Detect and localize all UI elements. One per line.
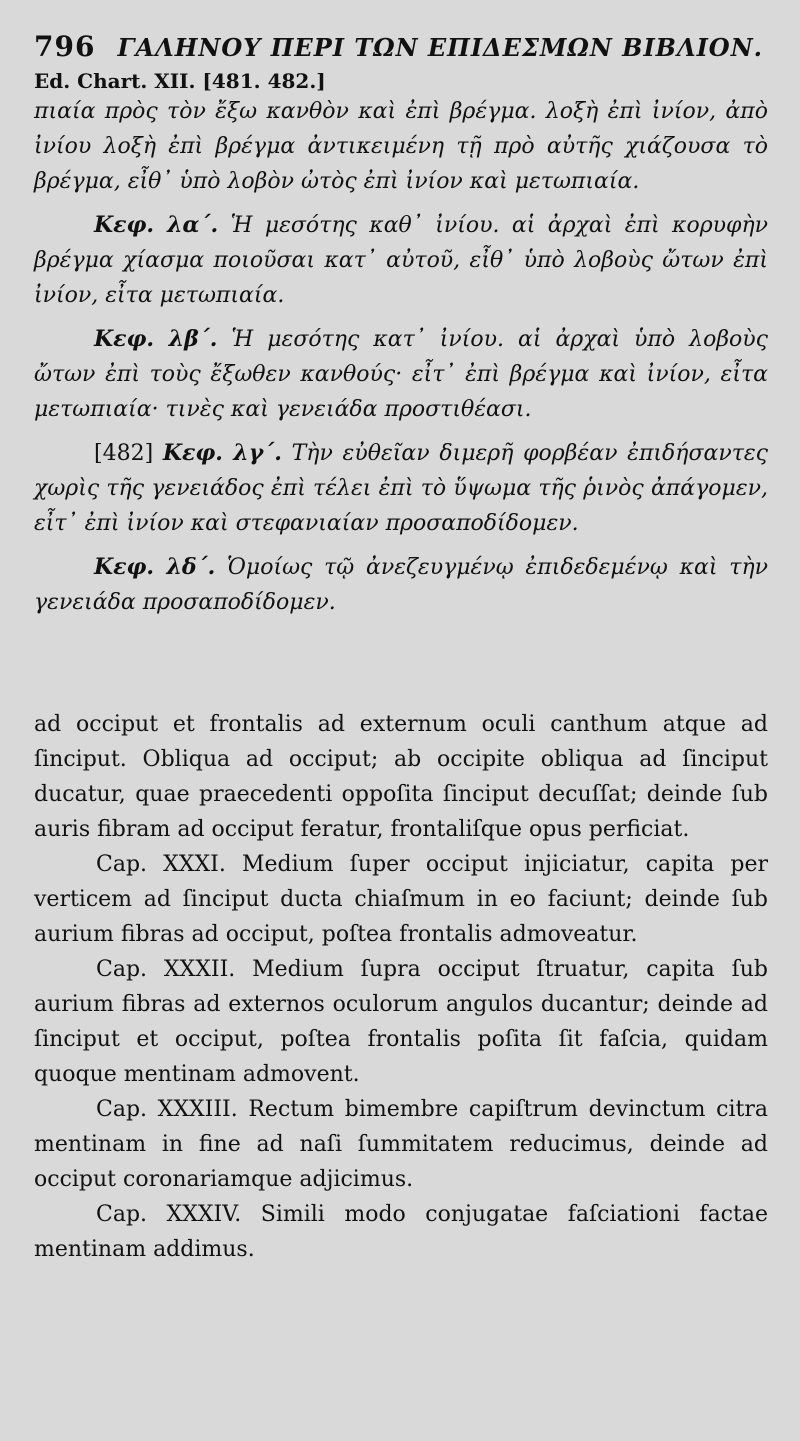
greek-chapter-text: Τὴν εὐθεῖαν διμερῆ φορβέαν ἐπιδήσαντες χωρὶς τῆς γενειάδος ἐπὶ τέλει ἐπὶ τὸ ὕψωμα τῆς ῥινὸς ἀπάγομεν, εἶτ᾽ ἐπὶ ἰνίον καὶ στεφανιαίαν προσαποδίδομεν. [34, 441, 768, 536]
edition-reference: Ed. Chart. XII. [481. 482.] [34, 69, 326, 93]
latin-paragraph-chapter-32 [34, 952, 768, 1092]
latin-paragraph-chapter-33 [34, 1092, 768, 1197]
greek-chapter-text: Ἡ μεσότης καθ᾽ ἰνίου. αἱ ἀρχαὶ ἐπὶ κορυφὴν βρέγμα χίασμα ποιοῦσαι κατ᾽ αὐτοῦ, εἶθ᾽ ὑπὸ λοβοὺς ὤτων ἐπὶ ἰνίον, εἶτα μετωπιαία. [34, 213, 768, 308]
latin-chapter-label: Cap. XXXI. [96, 852, 226, 877]
greek-paragraph-chapter-34 [34, 550, 768, 620]
latin-paragraph-continuation: ad occiput et frontalis ad externum oculi canthum atque ad ſinciput. Obliqua ad occiput; ab occipite obliqua ad ſinciput ducatur, quae praecedenti oppoſita ſinciput decuſſat; deinde ſub auris fibram ad occiput feratur, frontaliſque opus perficiat. [34, 712, 768, 842]
page-header [34, 30, 768, 66]
page-number: 796 [34, 30, 96, 63]
latin-chapter-text: Medium ſupra occiput ſtruatur, capita ſub aurium fibras ad externos oculorum angulos ducantur; deinde ad ſinciput et occiput, poſtea frontalis poſita ſit faſcia, quidam quoque mentinam admovent. [34, 957, 768, 1087]
greek-paragraph-chapter-31 [34, 208, 768, 313]
page-marker: [482] [94, 441, 154, 466]
latin-chapter-label: Cap. XXXIII. [96, 1097, 238, 1122]
latin-chapter-text: Medium ſuper occiput injiciatur, capita per verticem ad ſinciput ducta chiaſmum in eo faciunt; deinde ſub aurium fibras ad occiput, poſtea frontalis admoveatur. [34, 852, 768, 947]
greek-chapter-text: Ὁμοίως τῷ ἀνεζευγμένῳ ἐπιδεδεμένῳ καὶ τὴν γενειάδα προσαποδίδομεν. [34, 555, 768, 615]
latin-paragraph-chapter-34 [34, 1197, 768, 1267]
latin-text-block [34, 707, 768, 1267]
greek-paragraph-continuation: πιαία πρὸς τὸν ἔξω κανθὸν καὶ ἐπὶ βρέγμα. λοξὴ ἐπὶ ἰνίον, ἀπὸ ἰνίου λοξὴ ἐπὶ βρέγμα ἀντικειμένη τῇ πρὸ αὐτῆς χιάζουσα τὸ βρέγμα, εἶθ᾽ ὑπὸ λοβὸν ὠτὸς ἐπὶ ἰνίον καὶ μετωπιαία. [34, 99, 768, 194]
greek-chapter-label: Κεφ. λα΄. [94, 212, 219, 238]
greek-paragraph-chapter-32 [34, 322, 768, 427]
latin-chapter-text: Simili modo conjugatae faſciationi factae mentinam addimus. [34, 1202, 768, 1262]
latin-chapter-text: Rectum bimembre capiſtrum devinctum citra mentinam in fine ad naſi ſummitatem reducimus, deinde ad occiput coronariamque adjicimus. [34, 1097, 768, 1192]
latin-paragraph-chapter-31 [34, 847, 768, 952]
greek-chapter-text: Ἡ μεσότης κατ᾽ ἰνίου. αἱ ἀρχαὶ ὑπὸ λοβοὺς ὤτων ἐπὶ τοὺς ἔξωθεν κανθούς· εἶτ᾽ ἐπὶ βρέγμα καὶ ἰνίον, εἶτα μετωπιαία· τινὲς καὶ γενειάδα προστιθέασι. [34, 327, 768, 422]
latin-chapter-label: Cap. XXXII. [96, 957, 236, 982]
greek-chapter-label: Κεφ. λβ΄. [94, 326, 218, 352]
greek-paragraph-chapter-33 [34, 436, 768, 541]
latin-chapter-label: Cap. XXXIV. [96, 1202, 242, 1227]
section-gap [34, 629, 768, 707]
greek-chapter-label: Κεφ. λδ΄. [94, 554, 216, 580]
running-title: ΓΑΛΗΝΟΥ ΠΕΡΙ ΤΩΝ ΕΠΙΔΕΣΜΩΝ ΒΙΒΛΙΟΝ. [117, 33, 763, 62]
greek-chapter-label: Κεφ. λγ΄. [162, 440, 282, 466]
greek-text-block [34, 94, 768, 620]
